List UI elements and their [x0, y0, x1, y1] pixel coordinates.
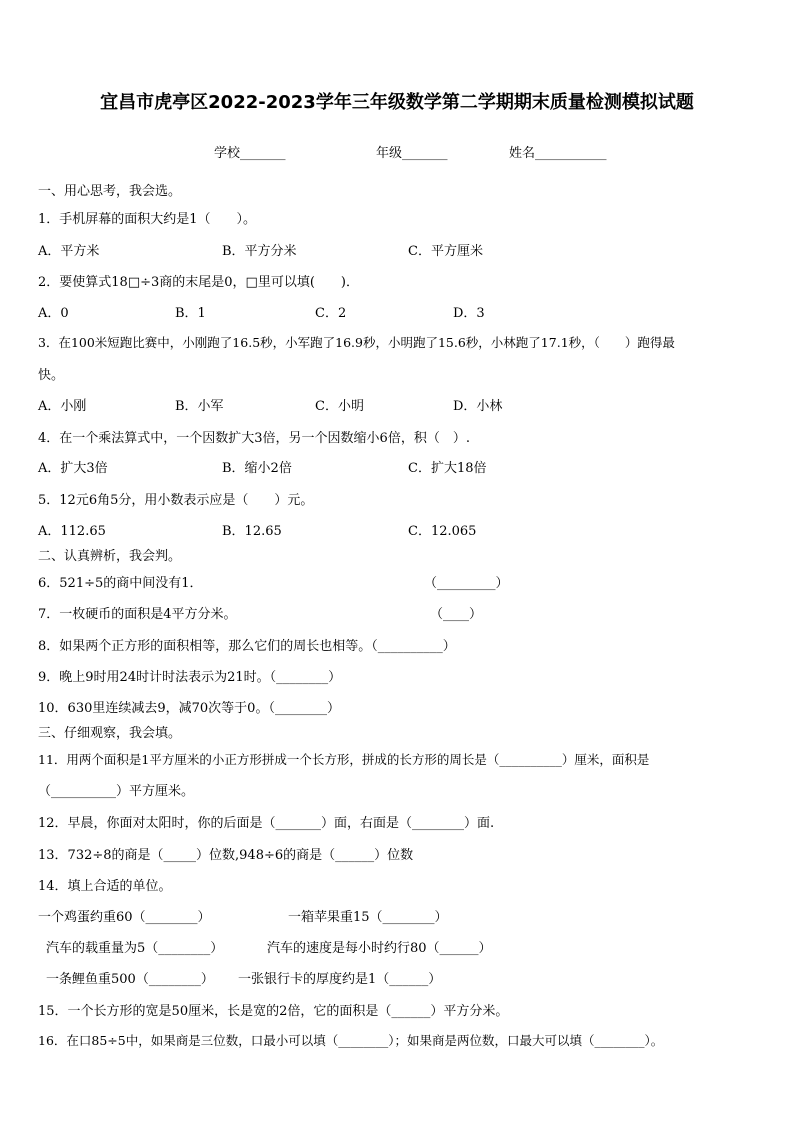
q14-item-apples: 一箱苹果重15（________） — [288, 910, 448, 925]
question-15: 15．一个长方形的宽是50厘米，长是宽的2倍，它的面积是（______）平方分米。 — [38, 1004, 509, 1019]
name-field: 姓名___________ — [509, 146, 607, 161]
q1-option-c: C．平方厘米 — [408, 244, 483, 259]
question-12: 12．早晨，你面对太阳时，你的后面是（_______）面，右面是（________）面. — [38, 816, 495, 831]
q6-answer-blank[interactable]: （_________） — [424, 576, 509, 591]
q3-option-a: A．小刚 — [38, 399, 87, 414]
q5-option-b: B．12.65 — [222, 524, 282, 539]
section-2-heading: 二、认真辨析，我会判。 — [38, 549, 182, 564]
q14-item-carp: 一条鲤鱼重500（________） — [46, 972, 214, 987]
question-8: 8．如果两个正方形的面积相等，那么它们的周长也相等。（__________） — [38, 639, 456, 654]
school-field: 学校_______ — [214, 146, 286, 161]
question-7: 7．一枚硬币的面积是4平方分米。 — [38, 607, 237, 622]
q4-option-a: A．扩大3倍 — [38, 461, 108, 476]
question-6: 6．521÷5的商中间没有1． — [38, 576, 203, 591]
q3-option-b: B．小军 — [175, 399, 224, 414]
question-2: 2．要使算式18□÷3商的末尾是0，□里可以填( )． — [38, 275, 359, 290]
q2-option-b: B．1 — [175, 306, 206, 321]
question-14: 14．填上合适的单位。 — [38, 879, 172, 894]
section-3-heading: 三、仔细观察，我会填。 — [38, 726, 182, 741]
q2-option-c: C．2 — [315, 306, 347, 321]
question-1: 1．手机屏幕的面积大约是1（ ）。 — [38, 212, 257, 227]
q14-item-bank-card: 一张银行卡的厚度约是1（______） — [238, 972, 442, 987]
q2-option-d: D．3 — [453, 306, 485, 321]
page-title: 宜昌市虎亭区2022-2023学年三年级数学第二学期期末质量检测模拟试题 — [100, 92, 694, 113]
question-11: 11．用两个面积是1平方厘米的小正方形拼成一个长方形，拼成的长方形的周长是（__________）厘米，面积是 — [38, 752, 650, 767]
question-4: 4．在一个乘法算式中，一个因数扩大3倍，另一个因数缩小6倍，积（ ）. — [38, 431, 470, 446]
q1-option-b: B．平方分米 — [222, 244, 297, 259]
question-11-cont: （__________）平方厘米。 — [38, 784, 195, 799]
section-1-heading: 一、用心思考，我会选。 — [38, 184, 182, 199]
q14-item-egg: 一个鸡蛋约重60（________） — [38, 910, 211, 925]
question-10: 10．630里连续减去9，减70次等于0。（________） — [38, 701, 340, 716]
q4-option-b: B．缩小2倍 — [222, 461, 292, 476]
question-3: 3．在100米短跑比赛中，小刚跑了16.5秒，小军跑了16.9秒，小明跑了15.6秒，小林跑了17.1秒，（ ）跑得最 — [38, 335, 675, 350]
q1-option-a: A．平方米 — [38, 244, 100, 259]
q7-answer-blank[interactable]: （____） — [430, 607, 483, 622]
q2-option-a: A．0 — [38, 306, 69, 321]
q5-option-a: A．112.65 — [38, 524, 106, 539]
question-9: 9．晚上9时用24时计时法表示为21时。（________） — [38, 670, 342, 685]
q3-option-c: C．小明 — [315, 399, 364, 414]
q4-option-c: C．扩大18倍 — [408, 461, 487, 476]
q14-item-car-speed: 汽车的速度是每小时约行80（______） — [267, 941, 492, 956]
q5-option-c: C．12.065 — [408, 524, 477, 539]
q3-option-d: D．小林 — [453, 399, 503, 414]
question-16: 16．在口85÷5中，如果商是三位数，口最小可以填（________）；如果商是两位数，口最大可以填（________）。 — [38, 1033, 664, 1048]
question-3-cont: 快。 — [38, 368, 65, 383]
question-13: 13．732÷8的商是（_____）位数,948÷6的商是（______）位数 — [38, 848, 414, 863]
grade-field: 年级_______ — [376, 146, 448, 161]
q14-item-truck-load: 汽车的载重量为5（________） — [46, 941, 224, 956]
question-5: 5．12元6角5分，用小数表示应是（ ）元。 — [38, 493, 314, 508]
